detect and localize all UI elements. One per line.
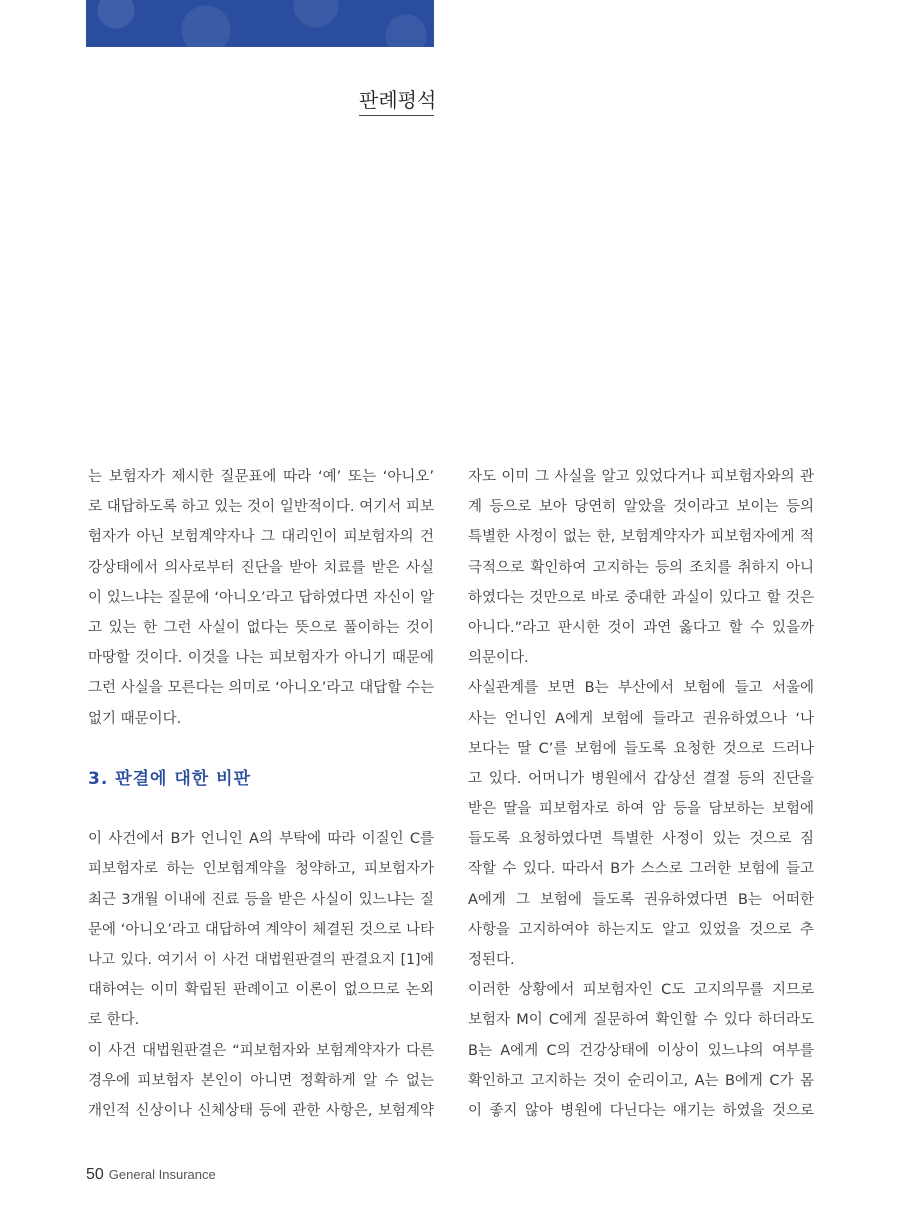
paragraph: [88, 462, 434, 734]
text-line: 로 한다.: [88, 1012, 140, 1029]
text-line: 보험자 M이 C에게 질문하여 확인할 수 있다 하더라도: [468, 1012, 814, 1029]
text-line: 험자가 아닌 보험계약자나 그 대리인이 피보험자의 건: [88, 529, 434, 546]
text-line: 자도 이미 그 사실을 알고 있었다거나 피보험자와의 관: [468, 469, 814, 485]
text-line: 하였다는 것만으로 바로 중대한 과실이 있다고 할 것은: [468, 589, 814, 606]
text-line: 이러한 상황에서 피보험자인 C도 고지의무를 지므로: [468, 982, 814, 999]
text-line: 받은 딸을 피보험자로 하여 암 등을 담보하는 보험에: [468, 801, 814, 818]
text-line: A에게 그 보험에 들도록 권유하였다면 B는 어떠한: [468, 891, 814, 908]
text-line: B는 A에게 C의 건강상태에 이상이 있느냐의 여부를: [468, 1042, 814, 1059]
text-line: 정된다.: [468, 952, 515, 968]
text-line: 없기 때문이다.: [88, 710, 182, 727]
text-line: 는 보험자가 제시한 질문표에 따라 ‘예’ 또는 ‘아니오’: [88, 469, 434, 485]
text-line: 이 사건 대법원판결은 “피보험자와 보험계약자가 다른: [88, 1042, 434, 1059]
paragraph: [468, 975, 814, 1126]
text-line: 이 좋지 않아 병원에 다닌다는 얘기는 하였을 것으로: [468, 1102, 814, 1119]
text-line: 고 있는 한 그런 사실이 없다는 뜻으로 풀이하는 것이: [88, 619, 434, 636]
text-line: 극적으로 확인하여 고지하는 등의 조치를 취하지 아니: [468, 559, 814, 576]
text-line: 들도록 요청하였다면 특별한 사정이 있는 것으로 짐: [468, 831, 814, 848]
text-line: 이 있느냐는 질문에 ‘아니오’라고 답하였다면 자신이 알: [88, 589, 434, 606]
paragraph: [468, 673, 814, 975]
text-line: 대하여는 이미 확립된 판례이고 이론이 없으므로 논외: [88, 982, 434, 999]
header-banner: [86, 0, 434, 47]
text-line: 나고 있다. 여기서 이 사건 대법원판결의 판결요지 [1]에: [88, 952, 434, 968]
paragraph: [468, 462, 814, 673]
text-line: 고 있다. 어머니가 병원에서 갑상선 결절 등의 진단을: [468, 770, 814, 787]
text-line: 보다는 딸 C’를 보험에 들도록 요청한 것으로 드러나: [468, 740, 814, 757]
text-line: 확인하고 고지하는 것이 순리이고, A는 B에게 C가 몸: [468, 1072, 814, 1089]
text-line: 마땅할 것이다. 이것을 나는 피보험자가 아니기 때문에: [88, 650, 434, 667]
right-column: [468, 462, 814, 1126]
text-line: 사항을 고지하여야 하는지도 알고 있었을 것으로 추: [468, 921, 814, 938]
text-line: 피보험자로 하는 인보험계약을 청약하고, 피보험자가: [88, 861, 434, 878]
text-line: 문에 ‘아니오’라고 대답하여 계약이 체결된 것으로 나타: [88, 921, 434, 938]
text-line: 경우에 피보험자 본인이 아니면 정확하게 알 수 없는: [88, 1072, 434, 1089]
section-heading: 3. 판결에 대한 비판: [88, 768, 251, 789]
text-line: 작할 수 있다. 따라서 B가 스스로 그러한 보험에 들고: [468, 861, 814, 878]
text-line: 사실관계를 보면 B는 부산에서 보험에 들고 서울에: [468, 680, 814, 697]
page-number: 50: [86, 1166, 104, 1183]
section-title: 판례평석: [359, 84, 434, 116]
left-column: [88, 462, 434, 1126]
paragraph: [88, 824, 434, 1035]
paragraph: [88, 1036, 434, 1127]
text-line: 강상태에서 의사로부터 진단을 받아 치료를 받은 사실: [88, 559, 434, 576]
publication-name: General Insurance: [108, 1167, 216, 1182]
text-line: 특별한 사정이 없는 한, 보험계약자가 피보험자에게 적: [468, 529, 814, 546]
page-footer: [86, 1166, 216, 1184]
text-line: 최근 3개월 이내에 진료 등을 받은 사실이 있느냐는 질: [88, 891, 434, 908]
text-line: 사는 언니인 A에게 보험에 들라고 권유하였으나 ‘나: [468, 710, 814, 727]
text-line: 이 사건에서 B가 언니인 A의 부탁에 따라 이질인 C를: [88, 831, 434, 848]
text-line: 로 대답하도록 하고 있는 것이 일반적이다. 여기서 피보: [88, 499, 434, 516]
text-line: 아니다.”라고 판시한 것이 과연 옳다고 할 수 있을까: [468, 619, 814, 636]
text-line: 의문이다.: [468, 650, 529, 667]
text-line: 계 등으로 보아 당연히 알았을 것이라고 보이는 등의: [468, 499, 814, 516]
text-line: 그런 사실을 모른다는 의미로 ‘아니오’라고 대답할 수는: [88, 680, 434, 697]
text-line: 개인적 신상이나 신체상태 등에 관한 사항은, 보험계약: [88, 1102, 434, 1119]
